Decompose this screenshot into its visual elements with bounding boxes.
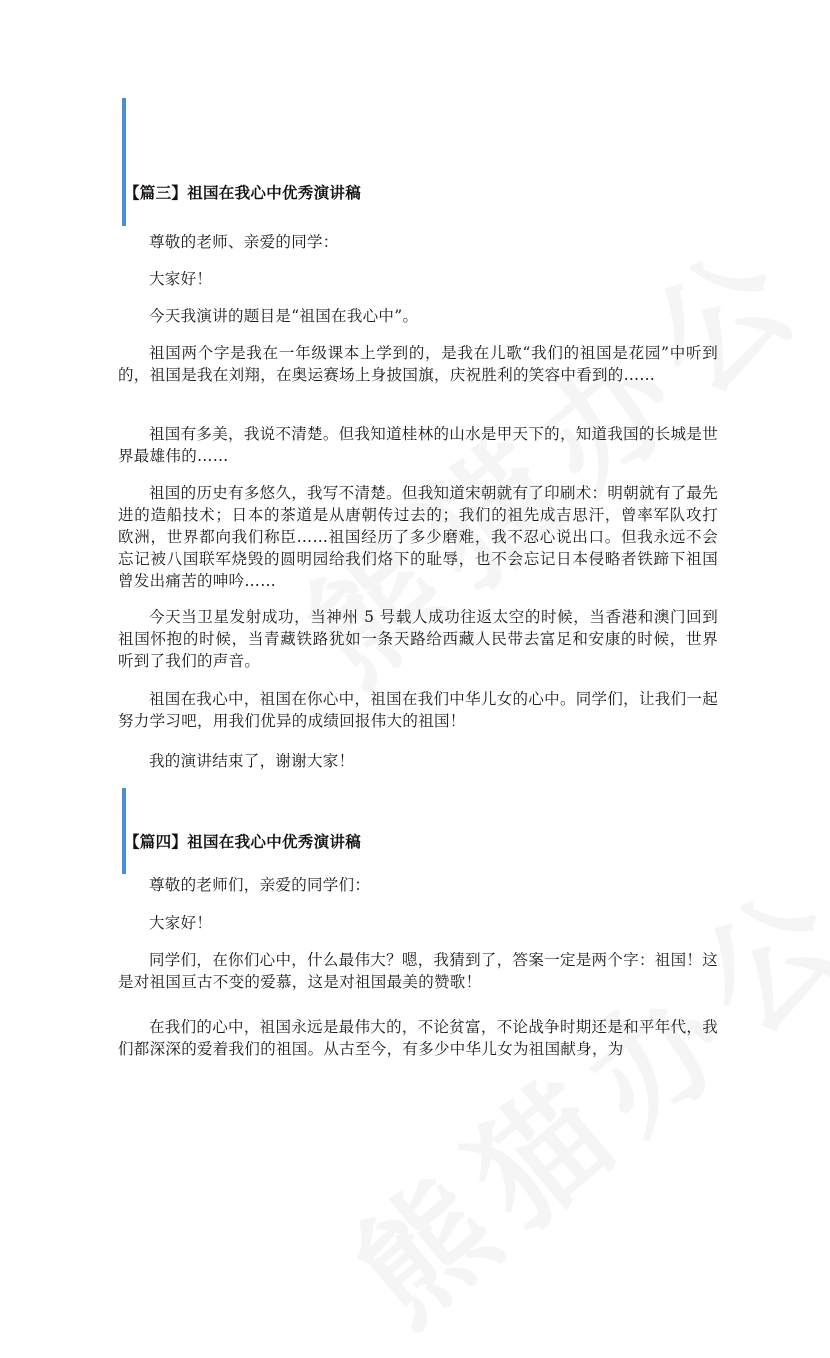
paragraph: 祖国在我心中，祖国在你心中，祖国在我们中华儿女的心中。同学们，让我们一起努力学习吧，用我们优异的成绩回报伟大的祖国！ [118,690,718,730]
paragraph: 大家好！ [149,914,213,932]
paragraph: 我的演讲结束了，谢谢大家！ [149,752,355,770]
paragraph: 在我们的心中，祖国永远是最伟大的，不论贫富，不论战争时期还是和平年代，我们都深深的爱着我们的祖国。从古至今，有多少中华儿女为祖国献身，为 [118,1018,718,1058]
section-heading: 【篇四】祖国在我心中优秀演讲稿 [124,833,362,851]
paragraph: 大家好！ [149,270,213,288]
paragraph: 同学们，在你们心中，什么最伟大？嗯，我猜到了，答案一定是两个字：祖国！这是对祖国亘古不变的爱慕，这是对祖国最美的赞歌！ [118,951,718,991]
paragraph: 尊敬的老师们，亲爱的同学们： [149,876,371,894]
section-accent-bar [122,98,126,226]
paragraph: 祖国两个字是我在一年级课本上学到的，是我在儿歌“我们的祖国是花园”中听到的，祖国是我在刘翔，在奥运赛场上身披国旗，庆祝胜利的笑容中看到的…… [118,344,718,384]
paragraph: 今天当卫星发射成功，当神州 5 号载人成功往返太空的时候，当香港和澳门回到祖国怀抱的时候，当青藏铁路犹如一条天路给西藏人民带去富足和安康的时候，世界听到了我们的声音。 [118,608,718,670]
paragraph: 祖国的历史有多悠久，我写不清楚。但我知道宋朝就有了印刷术：明朝就有了最先进的造船技术；日本的茶道是从唐朝传过去的；我们的祖先成吉思汗，曾率军队攻打欧洲，世界都向我们称臣……祖国经历了多少磨难，我不忍心说出口。但我永远不会忘记被八国联军烧毁的圆明园给我们烙下的耻辱，也不会忘记日本侵略者铁蹄下祖国曾发出痛苦的呻吟…… [118,484,718,590]
watermark [310,829,830,1358]
paragraph: 今天我演讲的题目是“祖国在我心中”。 [149,307,419,325]
paragraph: 尊敬的老师、亲爱的同学： [149,233,339,251]
paragraph: 祖国有多美，我说不清楚。但我知道桂林的山水是甲天下的，知道我国的长城是世界最雄伟的…… [118,425,718,465]
section-heading: 【篇三】祖国在我心中优秀演讲稿 [124,184,362,202]
